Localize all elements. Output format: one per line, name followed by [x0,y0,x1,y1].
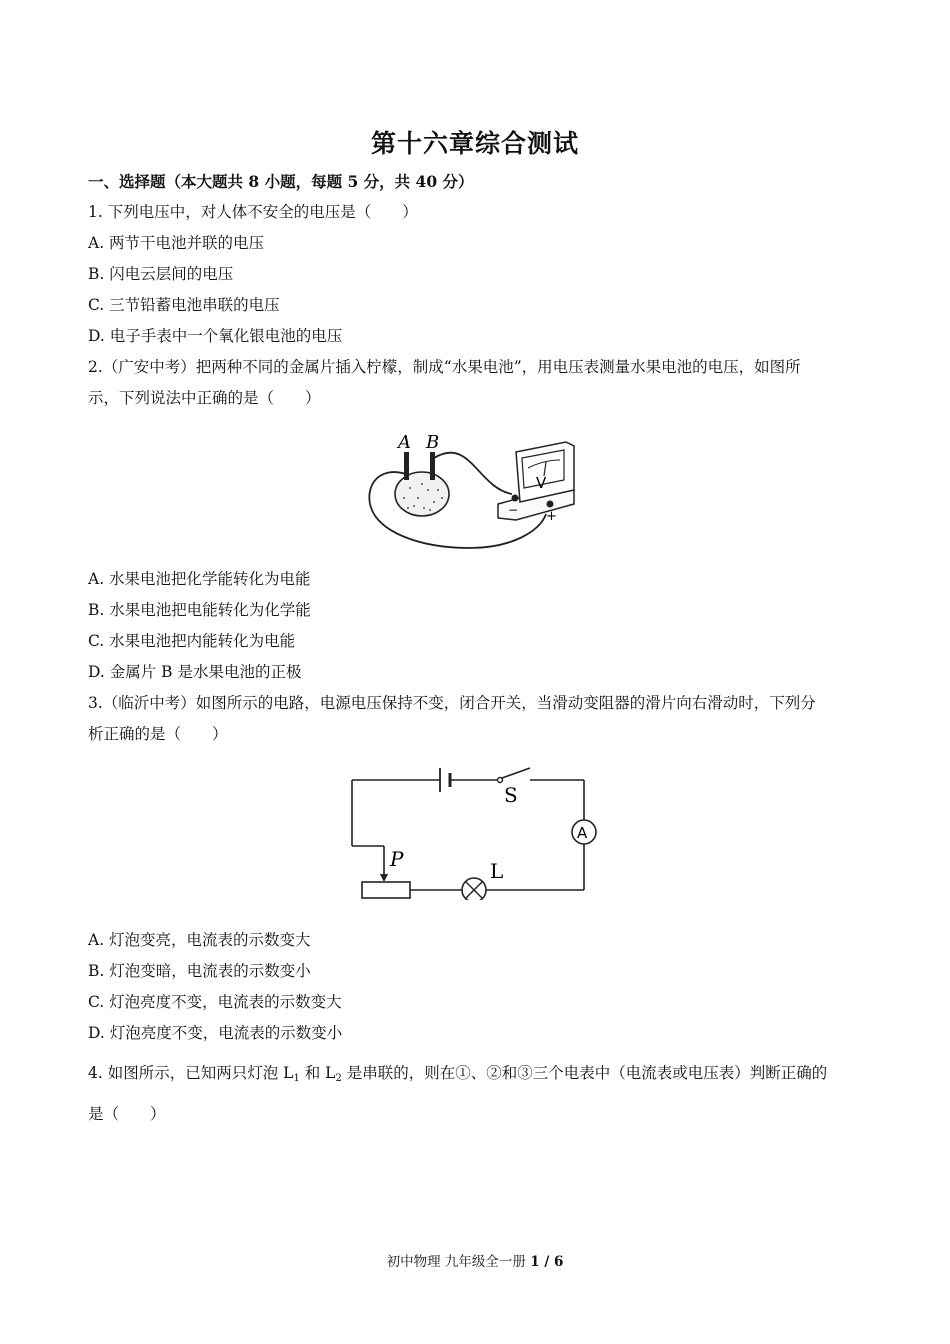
page-title: 第十六章综合测试 [370,129,579,158]
fruit-battery-figure [360,428,590,554]
q1-option-a: A. 两节干电池并联的电压 [88,234,265,252]
q3-stem-line2: 析正确的是（ ） [88,725,228,743]
ammeter-label: A [577,824,588,842]
label-b: B [426,432,440,453]
page-number: 1 / 6 [530,1254,564,1270]
metal-plate-b [430,452,435,480]
q3-stem-line1: 3.（临沂中考）如图所示的电路，电源电压保持不变，闭合开关，当滑动变阻器的滑片向右滑动时，下列分 [88,694,816,712]
terminal-plus [547,501,554,508]
metal-plate-a [404,452,409,480]
q3-option-b: B. 灯泡变暗，电流表的示数变小 [88,962,311,980]
slider-label: P [390,847,404,871]
section-heading: 一、选择题（本大题共 8 小题，每题 5 分，共 40 分） [88,172,474,191]
q3-option-d: D. 灯泡亮度不变，电流表的示数变小 [88,1024,343,1042]
page-footer: 初中物理 九年级全一册 1 / 6 [386,1254,564,1270]
plus-sign: + [546,509,557,524]
q2-option-c: C. 水果电池把内能转化为电能 [88,632,296,650]
label-a: A [398,432,411,453]
q3-option-a: A. 灯泡变亮，电流表的示数变大 [88,931,311,949]
q2-stem-line2: 示，下列说法中正确的是（ ） [88,389,321,407]
q2-option-a: A. 水果电池把化学能转化为电能 [88,570,311,588]
meter-symbol-v: V [536,474,547,492]
switch-label: S [504,783,518,807]
q2-stem-line1: 2.（广安中考）把两种不同的金属片插入柠檬，制成“水果电池”，用电压表测量水果电池的电压，如图所 [88,358,801,376]
rheostat [362,882,410,898]
q1-option-b: B. 闪电云层间的电压 [88,265,234,283]
q2-option-b: B. 水果电池把电能转化为化学能 [88,601,311,619]
terminal-minus [512,495,519,502]
rheostat-circuit-figure [340,760,610,900]
lemon [395,472,449,516]
q3-option-c: C. 灯泡亮度不变，电流表的示数变大 [88,993,342,1011]
q4-stem-line1: 4. 如图所示，已知两只灯泡 $L_1$ 和 $L_2$ 是串联的，则在①、②和③三个电表中（电流表或电压表）判断正确的 [88,1064,828,1084]
lamp [462,878,486,900]
q2-option-d: D. 金属片 B 是水果电池的正极 [88,663,302,681]
q1-stem: 1. 下列电压中，对人体不安全的电压是（ ） [88,203,418,221]
minus-sign: − [508,503,519,517]
q4-stem-line2: 是（ ） [88,1105,166,1123]
lamp-label: L [490,859,504,883]
switch-blade [502,768,530,778]
q1-option-d: D. 电子手表中一个氧化银电池的电压 [88,327,343,345]
q1-option-c: C. 三节铅蓄电池串联的电压 [88,296,280,314]
